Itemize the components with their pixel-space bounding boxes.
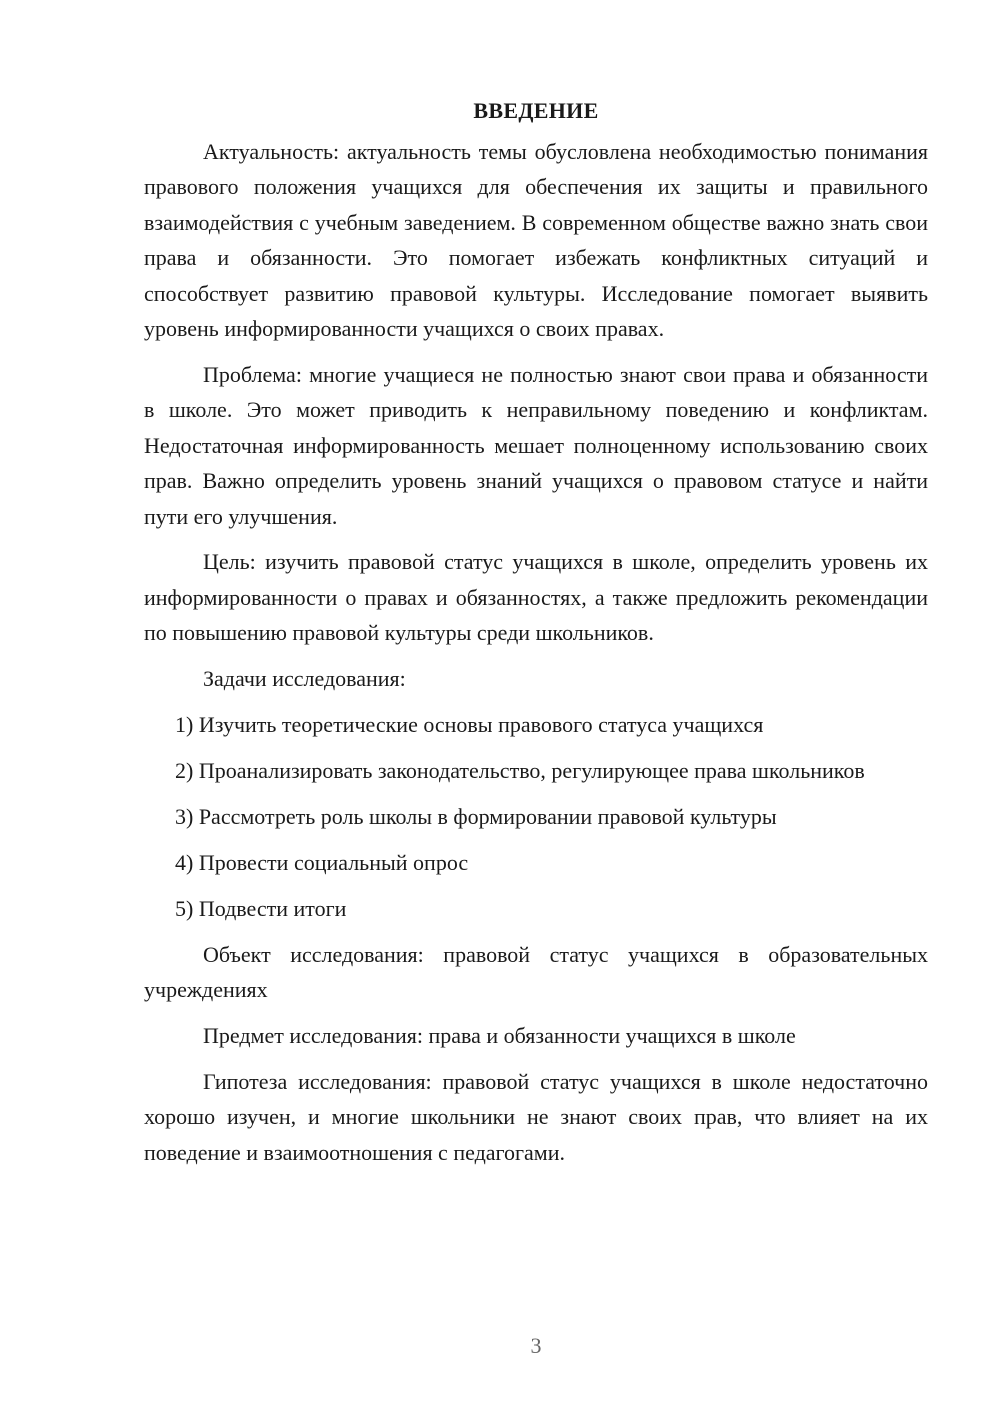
hypothesis-paragraph: Гипотеза исследования: правовой статус учащихся в школе недостаточно хорошо изучен, и многие школьники не знают своих прав, что влияет на их поведение и взаимоотношения с педагогами. [144, 1068, 928, 1165]
task-item-2: 2) Проанализировать законодательство, регулирующее права школьников [175, 758, 865, 783]
page-content [144, 93, 928, 1181]
object-paragraph: Объект исследования: правовой статус учащихся в образовательных учреждениях [144, 941, 928, 1003]
problem-paragraph: Проблема: многие учащиеся не полностью знают свои права и обязанности в школе. Это может приводить к неправильному поведению и конфликтам. Недостаточная информированность мешает полноценному использованию своих прав. Важно определить уровень знаний учащихся о правовом статусе и найти пути его улучшения. [144, 361, 928, 529]
subject-paragraph: Предмет исследования: права и обязанности учащихся в школе [203, 1022, 796, 1048]
page-number: 3 [530, 1333, 542, 1358]
goal-paragraph: Цель: изучить правовой статус учащихся в школе, определить уровень их информированности о правах и обязанностях, а также предложить рекомендации по повышению правовой культуры среди школьников. [144, 549, 928, 646]
task-item-3: 3) Рассмотреть роль школы в формировании правовой культуры [175, 803, 777, 829]
section-title: ВВЕДЕНИЕ [473, 98, 599, 123]
task-item-4: 4) Провести социальный опрос [175, 849, 469, 875]
relevance-paragraph: Актуальность: актуальность темы обусловлена необходимостью понимания правового положения учащихся для обеспечения их защиты и правильного взаимодействия с учебным заведением. В современном обществе важно знать свои права и обязанности. Это помогает избежать конфликтных ситуаций и способствует развитию правовой культуры. Исследование помогает выявить уровень информированности учащихся о своих правах. [144, 139, 928, 342]
task-item-1: 1) Изучить теоретические основы правового статуса учащихся [175, 712, 764, 738]
task-item-5: 5) Подвести итоги [175, 895, 347, 921]
tasks-heading: Задачи исследования: [203, 666, 406, 692]
